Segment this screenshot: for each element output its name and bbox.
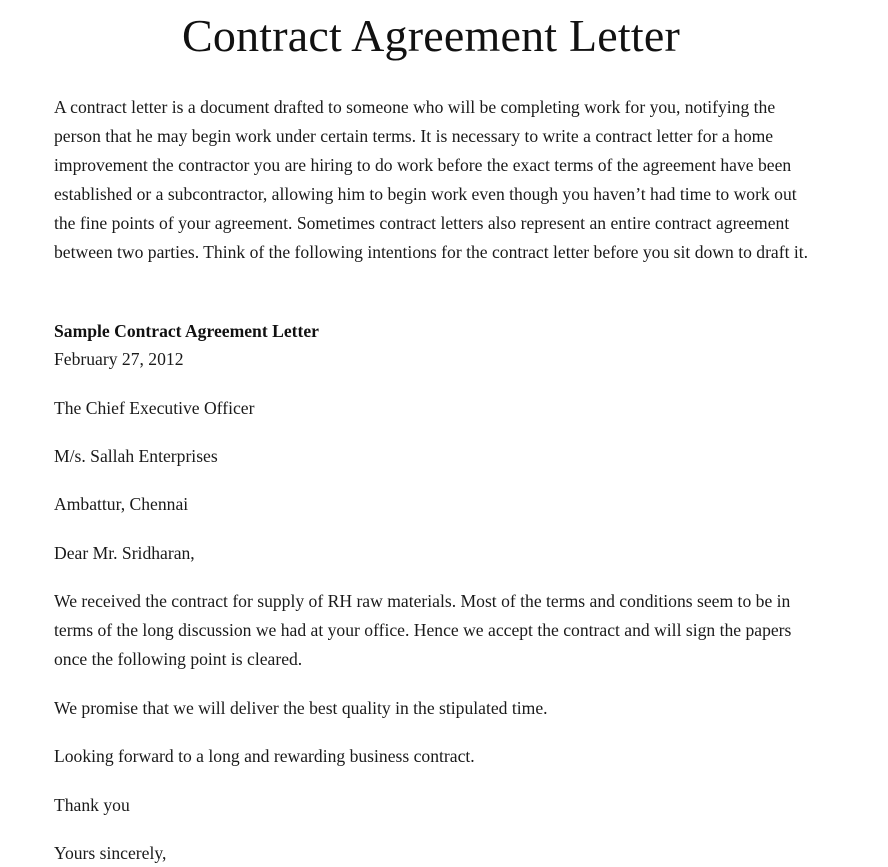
recipient-title: The Chief Executive Officer (54, 398, 255, 418)
recipient-address: Ambattur, Chennai (54, 494, 189, 514)
letter-paragraph-3: Looking forward to a long and rewarding business contract. (54, 746, 475, 766)
closing-line: Yours sincerely, (54, 843, 167, 863)
thanks-line: Thank you (54, 795, 130, 815)
intro-paragraph: A contract letter is a document drafted to someone who will be completing work for you, notifying the person that he may begin work under certain terms. It is necessary to write a contract letter for a home improvement the contractor you are hiring to do work before the exact terms of the agreement have been established or a subcontractor, allowing him to begin work even though you haven’t had time to work out the fine points of your agreement. Sometimes contract letters also represent an entire contract agreement between two parties. Think of the following intentions for the contract letter before you sit down to draft it. (54, 97, 809, 262)
sample-letter-heading: Sample Contract Agreement Letter (54, 321, 319, 341)
letter-paragraph-1: We received the contract for supply of RH raw materials. Most of the terms and conditions seem to be in terms of the long discussion we had at your office. Hence we accept the contract and will sign the papers once the following point is cleared. (54, 591, 792, 669)
letter-date: February 27, 2012 (54, 349, 184, 369)
letter-paragraph-2: We promise that we will deliver the best quality in the stipulated time. (54, 698, 548, 718)
document-title: Contract Agreement Letter (181, 10, 681, 61)
salutation: Dear Mr. Sridharan, (54, 543, 195, 563)
recipient-company: M/s. Sallah Enterprises (54, 446, 218, 466)
